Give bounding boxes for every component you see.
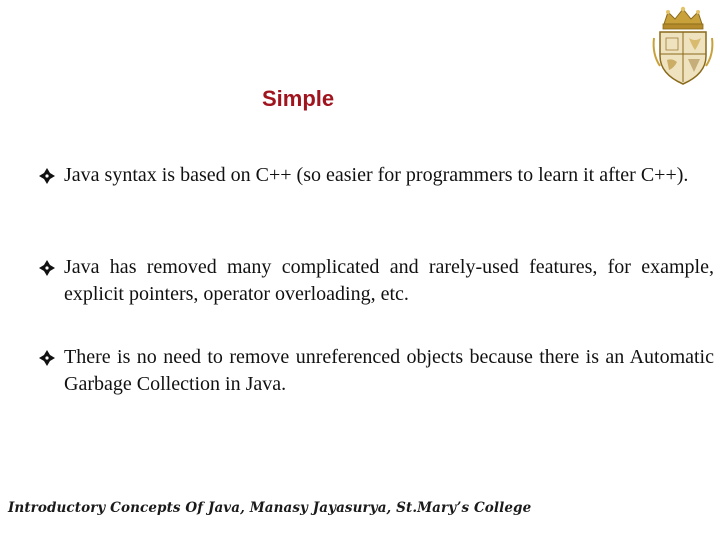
college-crest-icon — [650, 4, 716, 88]
slide-footer: Introductory Concepts Of Java, Manasy Jayasurya, St.Mary’s College — [8, 500, 532, 516]
bullet-item — [38, 254, 714, 308]
diamond-bullet-icon — [38, 167, 56, 185]
diamond-bullet-icon — [38, 259, 56, 277]
bullet-text: There is no need to remove unreferenced objects because there is an Automatic Garbage Collection in Java. — [64, 346, 714, 395]
diamond-bullet-icon — [38, 349, 56, 367]
slide-title: Simple — [262, 86, 335, 111]
bullet-item — [38, 344, 714, 398]
bullet-item — [38, 162, 714, 189]
bullet-text: Java has removed many complicated and rarely-used features, for example, explicit pointers, operator overloading, etc. — [64, 256, 714, 305]
bullet-text: Java syntax is based on C++ (so easier for programmers to learn it after C++). — [64, 164, 689, 186]
